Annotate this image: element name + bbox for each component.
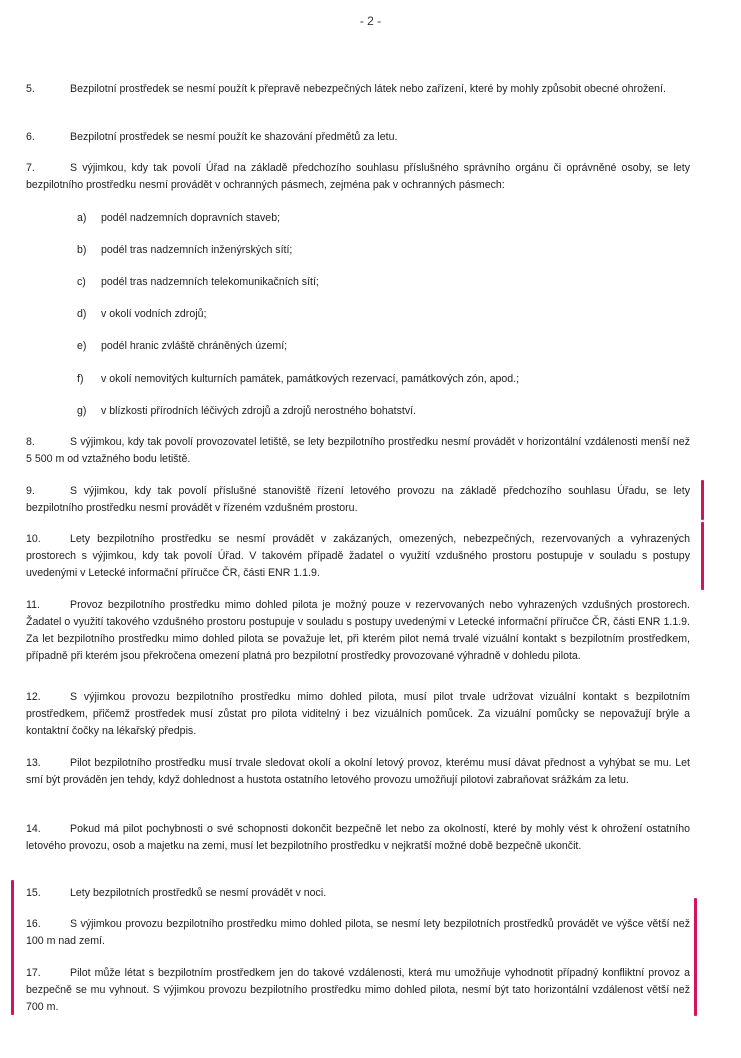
list-text: v okolí vodních zdrojů; xyxy=(101,308,207,320)
paragraph-12 xyxy=(26,689,690,740)
list-letter: f) xyxy=(77,373,84,385)
paragraph-10 xyxy=(26,531,690,582)
paragraph-text: Pilot bezpilotního prostředku musí trvale sledovat okolí a okolní letový provoz, kterému musí dávat přednost a vyhýbat se mu. Let smí být prováděn jen tehdy, když dohlednost a hustota ostatního letového provozu umožňují pilotovi zabraňovat srážkám za letu. xyxy=(26,757,690,786)
paragraph-14 xyxy=(26,821,690,855)
paragraph-6 xyxy=(26,129,690,146)
paragraph-text: Pokud má pilot pochybnosti o své schopnosti dokončit bezpečně let nebo za okolností, které by mohly vést k ohrožení ostatního letového provozu, osob a majetku na zemi, musí let bezpilotního prostředku v nejkratší možné době bezpečně ukončit. xyxy=(26,823,690,852)
paragraph-text: S výjimkou provozu bezpilotního prostředku mimo dohled pilota, musí pilot trvale udržovat vizuální kontakt s bezpilotním prostředkem, přičemž prostředek musí zůstat pro pilota viditelný i bez vizuálních pomůcek. Za vizuální pomůcky se nepovažují brýle a kontaktní čočky na lékařský předpis. xyxy=(26,691,690,737)
paragraph-17 xyxy=(26,965,690,1016)
paragraph-text: S výjimkou provozu bezpilotního prostředku mimo dohled pilota, se nesmí lety bezpilotních prostředků provádět ve výšce větší než 100 m nad zemí. xyxy=(26,918,690,947)
paragraph-text: S výjimkou, kdy tak povolí Úřad na základě předchozího souhlasu příslušného správního orgánu či oprávněné osoby, se lety bezpilotního prostředku nesmí provádět v ochranných pásmech, zejména pak v ochranných pásmech: xyxy=(26,162,690,191)
list-item-a xyxy=(77,210,677,227)
paragraph-number: 5. xyxy=(26,83,35,95)
paragraph-9 xyxy=(26,483,690,517)
list-item-e xyxy=(77,338,677,355)
paragraph-number: 6. xyxy=(26,131,35,143)
list-letter: a) xyxy=(77,212,87,224)
paragraph-text: Bezpilotní prostředek se nesmí použít ke shazování předmětů za letu. xyxy=(70,131,398,143)
paragraph-number: 12. xyxy=(26,691,41,703)
paragraph-text: Lety bezpilotního prostředku se nesmí provádět v zakázaných, omezených, nebezpečných, rezervovaných a vyhrazených prostorech s výjimkou, kdy tak povolí Úřad. V takovém případě žadatel o využití vzdušného prostoru postupuje v souladu s postupy uvedenými v Letecké informační příručce ČR, části ENR 1.1.9. xyxy=(26,533,690,579)
paragraph-number: 14. xyxy=(26,823,41,835)
list-letter: e) xyxy=(77,340,87,352)
paragraph-text: Provoz bezpilotního prostředku mimo dohled pilota je možný pouze v rezervovaných nebo vyhrazených vzdušných prostorech. Žadatel o využití takového vzdušného prostoru postupuje v souladu s postupy uvedenými v Letecké informační příručce ČR, části ENR 1.1.9. Za let bezpilotního prostředku mimo dohled pilota se považuje let, při kterém pilot nemá trvalé vizuální kontakt s bezpilotním prostředkem, případně při kterém jsou překročena omezení platná pro bezpilotní prostředky provozované výhradně v dohledu pilota. xyxy=(26,599,690,662)
list-letter: g) xyxy=(77,405,87,417)
paragraph-number: 13. xyxy=(26,757,41,769)
revision-bar xyxy=(694,898,697,1016)
revision-bar xyxy=(701,480,704,520)
revision-bar xyxy=(701,522,704,590)
list-letter: b) xyxy=(77,244,87,256)
paragraph-number: 15. xyxy=(26,887,41,899)
paragraph-5 xyxy=(26,81,690,98)
list-item-g xyxy=(77,403,677,420)
paragraph-text: S výjimkou, kdy tak povolí příslušné stanoviště řízení letového provozu na základě předchozího souhlasu Úřadu, se lety bezpilotního prostředku nesmí provádět v řízeném vzdušném prostoru. xyxy=(26,485,690,514)
list-item-d xyxy=(77,306,677,323)
paragraph-number: 9. xyxy=(26,485,35,497)
list-item-b xyxy=(77,242,677,259)
paragraph-7 xyxy=(26,160,690,194)
list-item-c xyxy=(77,274,677,291)
paragraph-number: 8. xyxy=(26,436,35,448)
paragraph-15 xyxy=(26,885,690,902)
paragraph-16 xyxy=(26,916,690,950)
list-item-f xyxy=(77,371,677,388)
list-text: podél tras nadzemních inženýrských sítí; xyxy=(101,244,293,256)
page-number: - 2 - xyxy=(359,14,382,28)
paragraph-number: 7. xyxy=(26,162,35,174)
paragraph-13 xyxy=(26,755,690,789)
paragraph-8 xyxy=(26,434,690,468)
list-text: v blízkosti přírodních léčivých zdrojů a zdrojů nerostného bohatství. xyxy=(101,405,417,417)
list-text: podél hranic zvláště chráněných území; xyxy=(101,340,288,352)
paragraph-number: 16. xyxy=(26,918,41,930)
revision-bar xyxy=(11,880,14,1015)
paragraph-number: 10. xyxy=(26,533,41,545)
paragraph-text: Lety bezpilotních prostředků se nesmí provádět v noci. xyxy=(70,887,327,899)
list-text: v okolí nemovitých kulturních památek, památkových rezervací, památkových zón, apod.; xyxy=(101,373,520,385)
list-text: podél nadzemních dopravních staveb; xyxy=(101,212,281,224)
paragraph-number: 11. xyxy=(26,599,40,611)
paragraph-text: Pilot může létat s bezpilotním prostředkem jen do takové vzdálenosti, která mu umožňuje vyhodnotit případný konfliktní provoz a bezpečně se mu vyhnout. S výjimkou provozu bezpilotního prostředku mimo dohled pilota, nesmí být tato horizontální vzdálenost větší než 700 m. xyxy=(26,967,690,1013)
list-letter: c) xyxy=(77,276,86,288)
paragraph-11 xyxy=(26,597,690,665)
paragraph-text: Bezpilotní prostředek se nesmí použít k přepravě nebezpečných látek nebo zařízení, které by mohly způsobit obecné ohrožení. xyxy=(70,83,666,95)
list-letter: d) xyxy=(77,308,87,320)
list-text: podél tras nadzemních telekomunikačních sítí; xyxy=(101,276,319,288)
paragraph-text: S výjimkou, kdy tak povolí provozovatel letiště, se lety bezpilotního prostředku nesmí provádět v horizontální vzdálenosti menší než 5 500 m od vztažného bodu letiště. xyxy=(26,436,690,465)
paragraph-number: 17. xyxy=(26,967,41,979)
